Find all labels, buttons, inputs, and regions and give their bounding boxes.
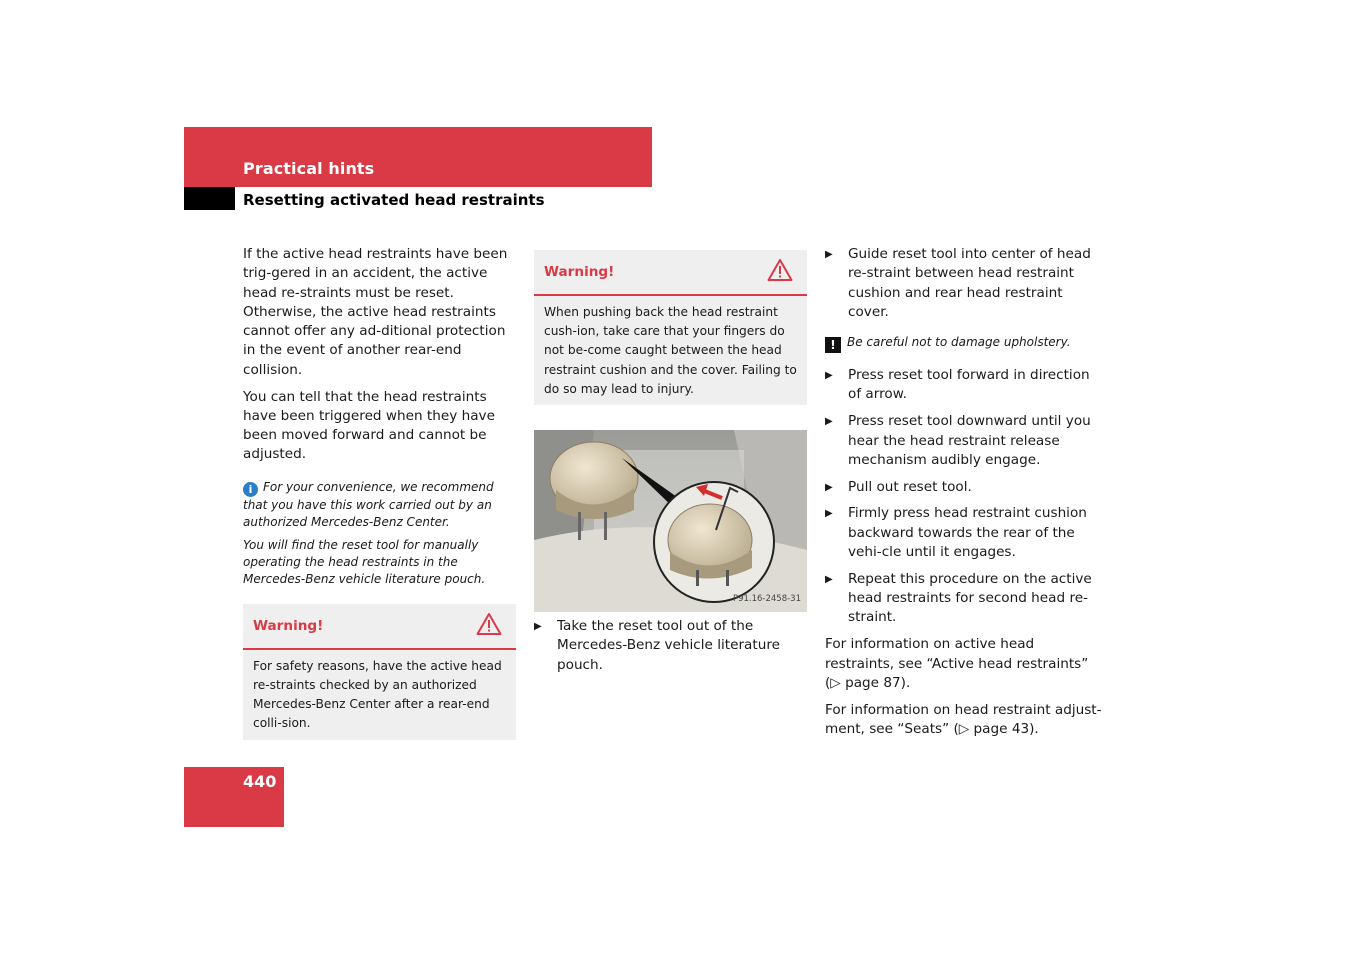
instruction-step: [825, 504, 1105, 562]
column-right: [825, 245, 1105, 747]
warning-text: When pushing back the head restraint cush-ion, take care that your fingers do not be-come caught between the head restraint cushion and the cover. Failing to do so may lead to injury.: [544, 305, 797, 396]
figure-code: P91.16-2458-31: [732, 593, 801, 604]
warning-label: Warning!: [253, 617, 324, 634]
warning-header: [534, 250, 807, 296]
step-text: Firmly press head restraint cushion backward towards the rear of the vehi-cle until it engages.: [848, 505, 1087, 561]
page-number: 440: [243, 772, 277, 791]
paragraph: You can tell that the head restraints have been triggered when they have been moved forward and cannot be adjusted.: [243, 388, 495, 463]
caution-text: Be careful not to damage upholstery.: [847, 335, 1071, 350]
warning-header: [243, 604, 516, 650]
warning-text: For safety reasons, have the active head re-straints checked by an authorized Mercedes-Benz Center after a rear-end colli-sion.: [253, 658, 502, 731]
column-left: [243, 245, 518, 740]
header-band: [184, 127, 652, 187]
caution-note: [825, 334, 1105, 353]
warning-triangle-icon: [476, 612, 502, 642]
warning-box: [534, 250, 807, 405]
info-note-text: For your convenience, we recommend that you have this work carried out by an authorized Mercedes-Benz Center.: [243, 479, 494, 529]
instruction-step: [825, 412, 1105, 470]
step-arrow-icon: ▶: [825, 249, 833, 260]
cross-reference-seats[interactable]: For information on head restraint adjust-ment, see “Seats” (▷ page 43).: [825, 701, 1102, 737]
info-note-secondary: You will find the reset tool for manually operating the head restraints in the Mercedes-Benz vehicle literature pouch.: [243, 537, 486, 586]
step-text: Take the reset tool out of the Mercedes-Benz vehicle literature pouch.: [557, 618, 780, 673]
info-icon: i: [243, 482, 258, 497]
step-arrow-icon: ▶: [825, 416, 833, 428]
cross-reference-active-head-restraints[interactable]: For information on active head restraints, see “Active head restraints” (▷ page 87).: [825, 636, 1089, 691]
warning-box: [243, 604, 516, 740]
instruction-step: [825, 366, 1105, 405]
instruction-step: [825, 570, 1105, 628]
step-arrow-icon: ▶: [534, 621, 542, 633]
step-arrow-icon: ▶: [825, 508, 833, 520]
step-text: Pull out reset tool.: [848, 478, 972, 495]
step-arrow-icon: ▶: [825, 370, 833, 382]
paragraph: If the active head restraints have been trig-gered in an accident, the active head re-straints must be reset. Otherwise, the active head restraints cannot offer any ad-ditional protection in the event of another rear-end collision.: [243, 246, 508, 378]
instruction-step: [534, 617, 807, 675]
step-arrow-icon: ▶: [825, 573, 833, 585]
info-note: [243, 479, 518, 531]
warning-triangle-icon: [767, 258, 793, 288]
section-marker: [184, 187, 235, 210]
step-text: Press reset tool downward until you hear the head restraint release mechanism audibly engage.: [848, 413, 1091, 468]
warning-label: Warning!: [544, 264, 615, 280]
instruction-step: [825, 478, 1105, 497]
instruction-step: [825, 245, 1105, 322]
step-text: Guide reset tool into center of head re-straint between head restraint cushion and rear head restraint cover.: [848, 246, 1091, 320]
head-restraint-illustration: [534, 430, 807, 612]
step-text: Repeat this procedure on the active head restraints for second head re-straint.: [848, 570, 1092, 626]
step-text: Press reset tool forward in direction of arrow.: [848, 367, 1090, 403]
column-middle: [534, 250, 807, 682]
page-title: Resetting activated head restraints: [243, 191, 545, 209]
section-title: Practical hints: [243, 159, 375, 178]
step-arrow-icon: ▶: [825, 481, 833, 493]
exclamation-icon: !: [825, 337, 841, 353]
